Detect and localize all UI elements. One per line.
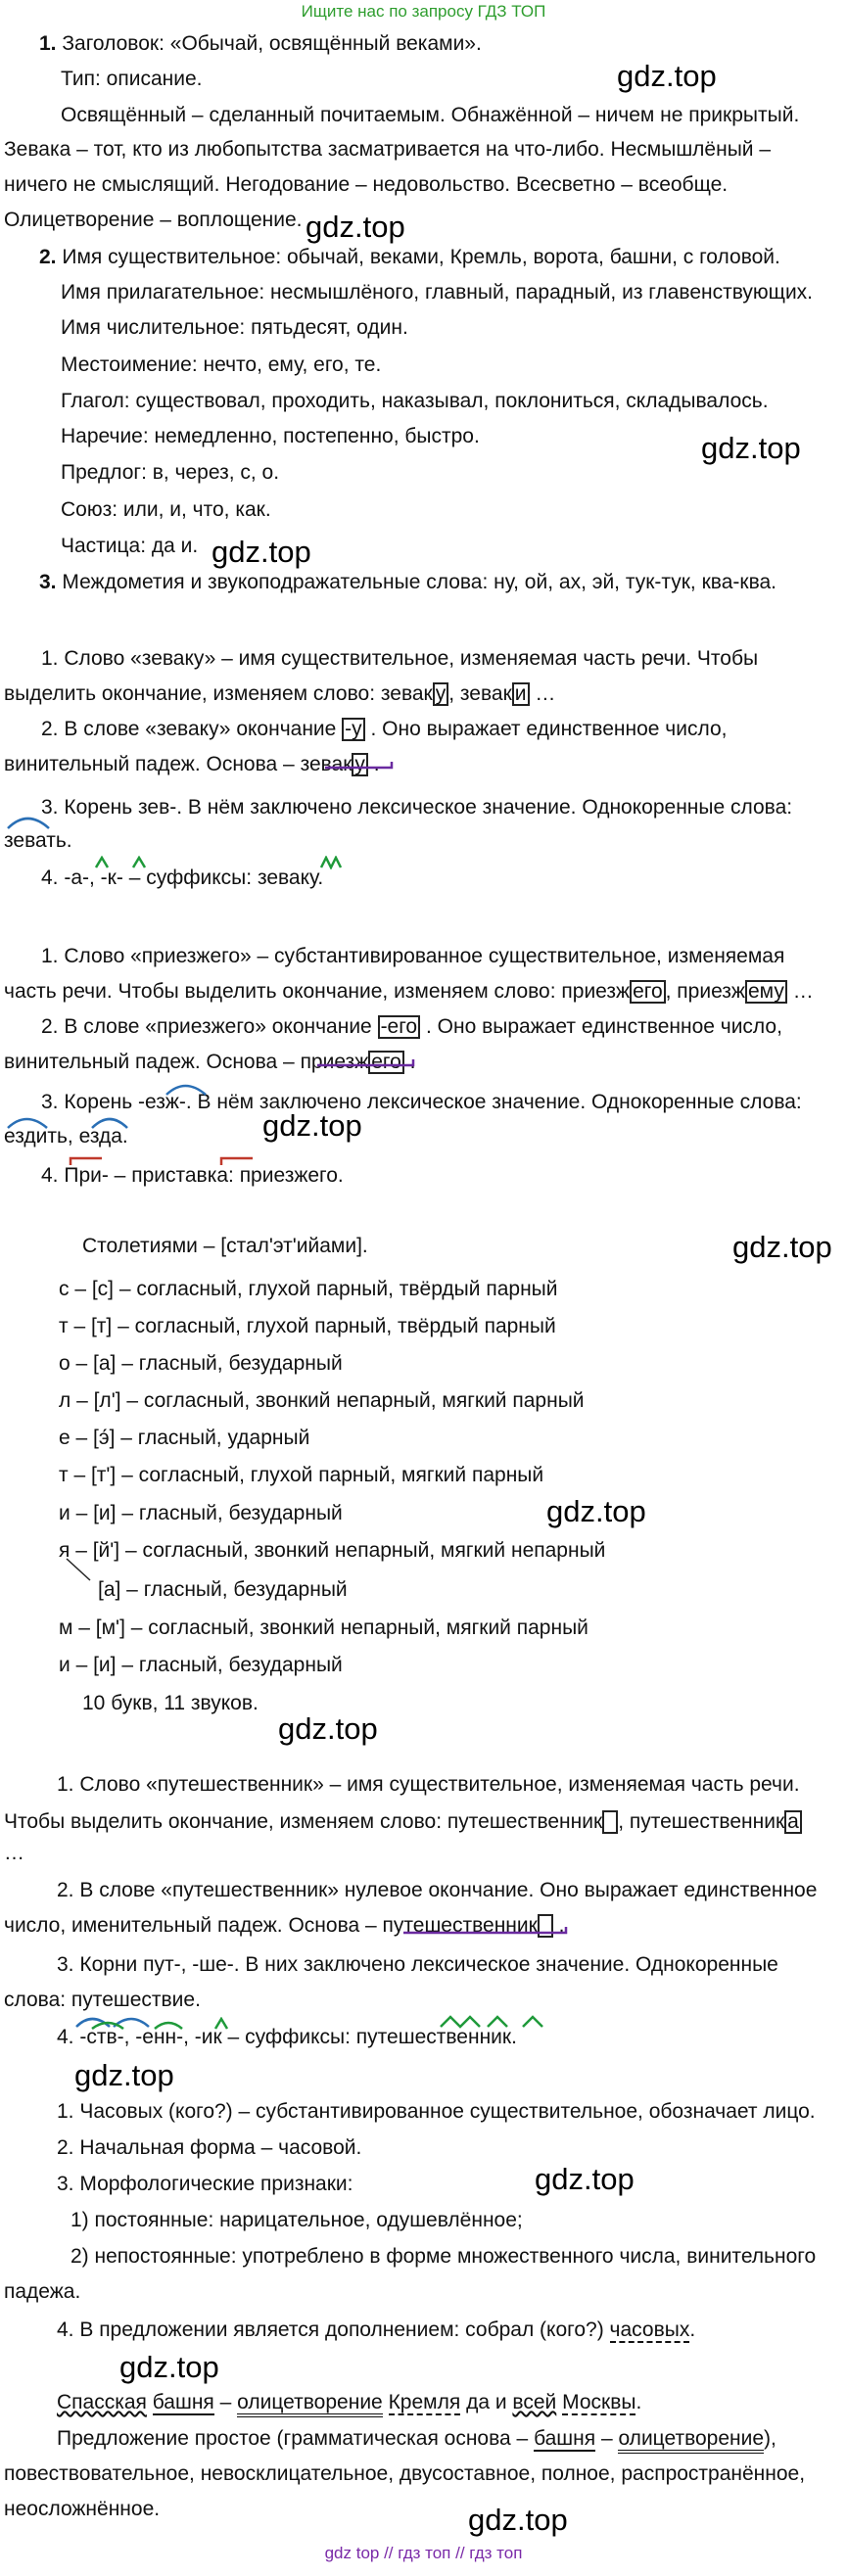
object-word: часовых — [609, 2318, 690, 2341]
ending-box: его — [630, 980, 666, 1004]
bottom-banner[interactable]: gdz top // гдз топ // гдз топ — [324, 2544, 523, 2562]
priezzhego-line-2 — [4, 979, 814, 1005]
s1-line-2: Тип: описание. — [61, 68, 203, 90]
watermark: gdz.top — [546, 1494, 646, 1528]
s1-line-1 — [39, 31, 482, 57]
phonetics-row: м – [м'] – согласный, звонкий непарный, мягкий парный — [59, 1616, 588, 1639]
sentence-analysis-3: неосложнённое. — [4, 2498, 161, 2520]
text: … — [535, 682, 556, 705]
chas-line-2: 2. Начальная форма – часовой. — [57, 2136, 362, 2159]
text: число, именительный падеж. Основа – — [4, 1914, 383, 1937]
noun-list: Имя существительное: обычай, веками, Кремль, ворота, башни, с головой. — [62, 246, 780, 268]
ending-box: у — [352, 753, 368, 776]
stem: зевак — [300, 753, 353, 775]
s1-line-4: Зевака – тот, кто из любопытства засматривается на что-либо. Несмышлёный – — [4, 138, 772, 161]
stem-underline — [323, 762, 397, 772]
watermark: gdz.top — [262, 1108, 362, 1143]
stem: приезж — [300, 1051, 369, 1073]
text: Чтобы выделить окончание, изменяем слово: путешественник — [4, 1810, 603, 1833]
phonetics-row: т – [т'] – согласный, глухой парный, мягкий парный — [59, 1464, 544, 1486]
phonetics-summary: 10 букв, 11 звуков. — [82, 1692, 259, 1714]
sentence-line — [57, 2390, 641, 2415]
chas-line-3: 3. Морфологические признаки: — [57, 2173, 353, 2195]
s1-heading: Заголовок: «Обычай, освящённый веками». — [62, 32, 482, 55]
sentence-analysis-1 — [57, 2426, 776, 2452]
s1-line-9: Имя числительное: пятьдесят, один. — [61, 316, 408, 339]
s1-line-5: ничего не смыслящий. Негодование – недовольство. Всесветно – всеобще. — [4, 173, 729, 196]
s1-line-10: Местоимение: нечто, ему, его, те. — [61, 353, 382, 376]
text: винительный падеж. Основа – — [4, 1051, 301, 1073]
phonetics-row: с – [с] – согласный, глухой парный, твёрдый парный — [59, 1278, 558, 1300]
object-word: Кремля — [388, 2391, 461, 2413]
suffix-mark — [90, 2017, 247, 2031]
phonetics-row: и – [и] – гласный, безударный — [59, 1502, 343, 1524]
watermark: gdz.top — [212, 535, 311, 569]
s1-line-8: Имя прилагательное: несмышлёного, главный, парадный, из главенствующих. — [61, 281, 814, 304]
subject-word: башня — [152, 2391, 214, 2413]
text: ), — [764, 2427, 776, 2450]
suffix-mark — [319, 856, 343, 869]
text: . — [558, 1914, 565, 1937]
put-line-8: 4. -ств-, -енн-, -ик – суффиксы: путешественник. — [57, 2026, 517, 2048]
s1-line-3: Освящённый – сделанный почитаемым. Обнажённой – ничем не прикрытый. — [61, 104, 800, 126]
text: , приезж — [665, 980, 745, 1003]
put-line-4: 2. В слове «путешественник» нулевое окончание. Оно выражает единственное — [57, 1879, 818, 1901]
predicate-word: олицетворение — [618, 2427, 764, 2454]
stem-underline — [401, 1927, 570, 1937]
put-line-7: слова: путешествие. — [4, 1989, 201, 2011]
text: , зевак — [448, 682, 512, 705]
item-number: 3. — [39, 571, 57, 593]
phonetics-title: Столетиями – [стал'эт'ийами]. — [82, 1235, 368, 1257]
put-line-3: … — [4, 1842, 24, 1864]
phonetics-row: и – [и] – гласный, безударный — [59, 1654, 343, 1676]
stem: путешественник — [382, 1914, 538, 1937]
attribute-word: всей — [512, 2391, 557, 2413]
zero-ending-box — [602, 1810, 618, 1834]
watermark: gdz.top — [74, 2058, 174, 2092]
s1-line-13: Предлог: в, через, с, о. — [61, 461, 280, 484]
text: – — [213, 2391, 238, 2413]
text: 2. В слове «зеваку» окончание — [41, 718, 343, 740]
zevaku-line-1: 1. Слово «зеваку» – имя существительное, изменяемая часть речи. Чтобы — [41, 647, 759, 670]
text: . — [689, 2318, 696, 2341]
sentence-analysis-2: повествовательное, невосклицательное, двусоставное, полное, распространённое, — [4, 2462, 806, 2485]
phonetics-row: о – [а] – гласный, безударный — [59, 1352, 343, 1375]
text: – — [595, 2427, 619, 2450]
phonetics-row: л – [л'] – согласный, звонкий непарный, мягкий парный — [59, 1389, 585, 1412]
object-word: Москвы — [562, 2391, 636, 2413]
text: . Оно выражает единственное число, — [425, 1015, 782, 1038]
zevaku-line-3 — [41, 717, 727, 742]
suffix-mark — [439, 2015, 556, 2029]
watermark: gdz.top — [617, 59, 717, 93]
prefix-mark — [219, 1155, 257, 1167]
prefix-mark — [69, 1155, 106, 1167]
priezzhego-line-5: 3. Корень -езж-. В нём заключено лексическое значение. Однокоренные слова: — [41, 1091, 802, 1113]
s1-line-11: Глагол: существовал, проходить, наказывал, поклониться, складывалось. — [61, 390, 769, 412]
s1-line-14: Союз: или, и, что, как. — [61, 498, 271, 521]
priezzhego-line-6: ездить, езда. — [4, 1125, 128, 1147]
text: . — [635, 2391, 642, 2413]
priezzhego-line-1: 1. Слово «приезжего» – субстантивированное существительное, изменяемая — [41, 945, 785, 967]
suffix-mark — [94, 856, 110, 869]
s1-line-6: Олицетворение – воплощение. — [4, 209, 303, 231]
ending-box: -его — [378, 1015, 421, 1039]
watermark: gdz.top — [535, 2162, 635, 2196]
put-line-6: 3. Корни пут-, -ше-. В них заключено лексическое значение. Однокоренные — [57, 1953, 778, 1976]
zevaku-line-2 — [4, 681, 555, 707]
root-arc — [90, 1114, 129, 1130]
s1-line-12: Наречие: немедленно, постепенно, быстро. — [61, 425, 480, 447]
subject-word: башня — [534, 2427, 596, 2450]
ending-box: у — [433, 682, 449, 706]
text: да и — [460, 2391, 513, 2413]
item-number: 1. — [39, 32, 57, 55]
priezzhego-line-7: 4. При- – приставка: приезжего. — [41, 1164, 344, 1187]
attribute-word: Спасская — [57, 2391, 147, 2413]
watermark: gdz.top — [701, 431, 801, 465]
chas-line-6: падежа. — [4, 2280, 81, 2303]
text: 4. В предложении является дополнением: собрал (кого?) — [57, 2318, 610, 2341]
s1-line-15: Частица: да и. — [61, 535, 199, 557]
chas-line-1: 1. Часовых (кого?) – субстантивированное существительное, обозначает лицо. — [57, 2100, 816, 2123]
root-arc — [165, 1081, 208, 1097]
phonetics-row: е – [э́] – гласный, ударный — [59, 1427, 310, 1449]
text: . — [409, 1051, 416, 1073]
phonetics-row: я – [й'] – согласный, звонкий непарный, мягкий непарный — [59, 1539, 606, 1562]
zevaku-line-7: 4. -а-, -к- – суффиксы: зеваку. — [41, 866, 324, 889]
text: винительный падеж. Основа – — [4, 753, 301, 775]
text: часть речи. Чтобы выделить окончание, изменяем слово: приезж — [4, 980, 631, 1003]
text: , путешественник — [618, 1810, 785, 1833]
put-line-2 — [4, 1809, 802, 1835]
chas-line-7 — [57, 2318, 695, 2343]
stem-underline — [315, 1059, 417, 1069]
diphthong-connector — [65, 1557, 94, 1584]
watermark: gdz.top — [468, 2503, 568, 2537]
phonetics-row: [а] – гласный, безударный — [98, 1578, 348, 1601]
top-banner[interactable]: Ищите нас по запросу ГДЗ ТОП — [301, 2, 546, 21]
s1-line-16 — [39, 570, 776, 595]
ending-box: -у — [342, 718, 365, 741]
watermark: gdz.top — [732, 1230, 832, 1264]
text: . Оно выражает единственное число, — [370, 718, 728, 740]
interjection-list: Междометия и звукоподражательные слова: ну, ой, ах, эй, тук-тук, ква-ква. — [62, 571, 776, 593]
text: Предложение простое (грамматическая основа – — [57, 2427, 535, 2450]
ending-box: а — [784, 1810, 802, 1834]
watermark: gdz.top — [119, 2350, 219, 2384]
ending-box: его — [368, 1051, 404, 1074]
text — [383, 2391, 389, 2413]
ending-box: ему — [745, 980, 787, 1004]
watermark: gdz.top — [278, 1711, 378, 1746]
text: 2. В слове «приезжего» окончание — [41, 1015, 378, 1038]
suffix-mark — [131, 856, 147, 869]
zevaku-line-5: 3. Корень зев-. В нём заключено лексическое значение. Однокоренные слова: — [41, 796, 793, 819]
chas-line-4: 1) постоянные: нарицательное, одушевлённое; — [71, 2209, 523, 2231]
s1-line-7 — [39, 245, 780, 270]
watermark: gdz.top — [306, 210, 405, 244]
chas-line-5: 2) непостоянные: употреблено в форме множественного числа, винительного — [71, 2245, 817, 2268]
put-line-1: 1. Слово «путешественник» – имя существительное, изменяемая часть речи. — [57, 1773, 800, 1796]
zevaku-line-6: зевать. — [4, 829, 72, 852]
priezzhego-line-3 — [41, 1014, 782, 1040]
root-arc — [6, 1114, 49, 1130]
text: … — [792, 980, 814, 1003]
predicate-word: олицетворение — [237, 2391, 383, 2417]
phonetics-row: т – [т] – согласный, глухой парный, твёрдый парный — [59, 1315, 556, 1337]
ending-box: и — [512, 682, 530, 706]
text: выделить окончание, изменяем слово: зевак — [4, 682, 433, 705]
item-number: 2. — [39, 246, 57, 268]
root-arc — [6, 813, 51, 830]
text: . — [373, 753, 380, 775]
